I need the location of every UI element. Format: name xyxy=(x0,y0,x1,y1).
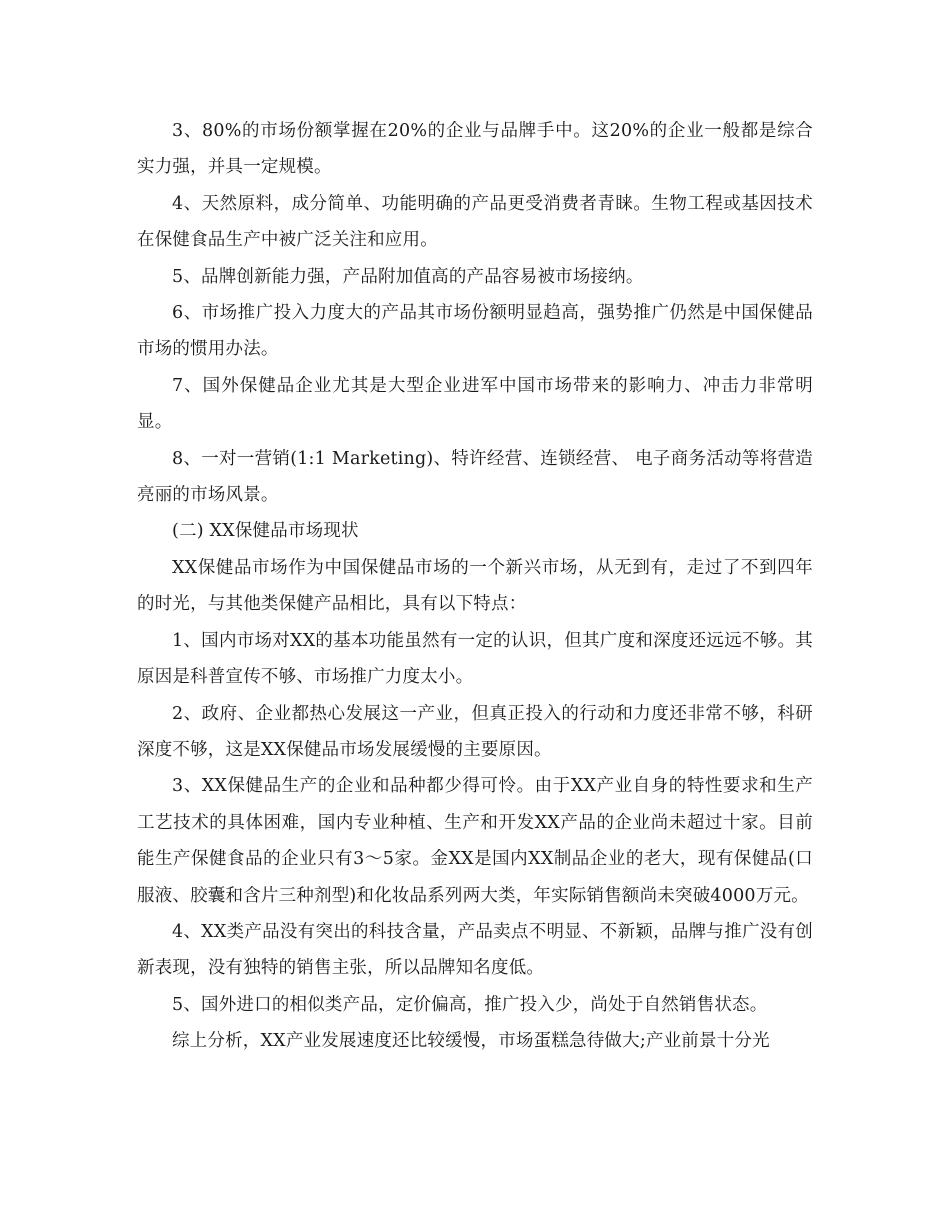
paragraph-item-7: 7、国外保健品企业尤其是大型企业进军中国市场带来的影响力、冲击力非常明显。 xyxy=(137,375,813,433)
paragraph-item-5: 5、品牌创新能力强，产品附加值高的产品容易被市场接纳。 xyxy=(172,266,644,287)
feature-item-2: 2、政府、企业都热心发展这一产业，但真正投入的行动和力度还非常不够，科研深度不够，这是XX保健品市场发展缓慢的主要原因。 xyxy=(137,703,813,760)
section-intro: XX保健品市场作为中国保健品市场的一个新兴市场，从无到有，走过了不到四年的时光，与其他类保健产品相比，具有以下特点： xyxy=(137,557,813,615)
summary-paragraph: 综上分析，XX产业发展速度还比较缓慢，市场蛋糕急待做大;产业前景十分光 xyxy=(172,1031,770,1052)
feature-item-1: 1、国内市场对XX的基本功能虽然有一定的认识，但其广度和深度还远远不够。其原因是科普宣传不够、市场推广力度太小。 xyxy=(137,630,813,688)
section-heading: (二) XX保健品市场现状 xyxy=(172,521,359,542)
paragraph-item-3: 3、80%的市场份额掌握在20%的企业与品牌手中。这20%的企业一般都是综合实力强，并具一定规模。 xyxy=(137,121,813,178)
paragraph-item-8: 8、一对一营销(1:1 Marketing)、特许经营、连锁经营、 电子商务活动等将营造亮丽的市场风景。 xyxy=(137,448,813,506)
feature-item-4: 4、XX类产品没有突出的科技含量，产品卖点不明显、不新颖，品牌与推广没有创新表现，没有独特的销售主张，所以品牌知名度低。 xyxy=(137,921,813,979)
feature-item-5: 5、国外进口的相似类产品，定价偏高，推广投入少，尚处于自然销售状态。 xyxy=(172,994,768,1015)
paragraph-item-6: 6、市场推广投入力度大的产品其市场份额明显趋高，强势推广仍然是中国保健品市场的惯用办法。 xyxy=(137,303,813,360)
document-body xyxy=(137,113,813,1060)
feature-item-3: 3、XX保健品生产的企业和品种都少得可怜。由于XX产业自身的特性要求和生产工艺技术的具体困难，国内专业种植、生产和开发XX产品的企业尚未超过十家。目前能生产保健食品的企业只有3～5家。金XX是国内XX制品企业的老大，现有保健品(口服液、胶囊和含片三种剂型)和化妆品系列两大类，年实际销售额尚未突破4000万元。 xyxy=(137,776,813,906)
paragraph-item-4: 4、天然原料，成分简单、功能明确的产品更受消费者青睐。生物工程或基因技术在保健食品生产中被广泛关注和应用。 xyxy=(137,193,813,251)
